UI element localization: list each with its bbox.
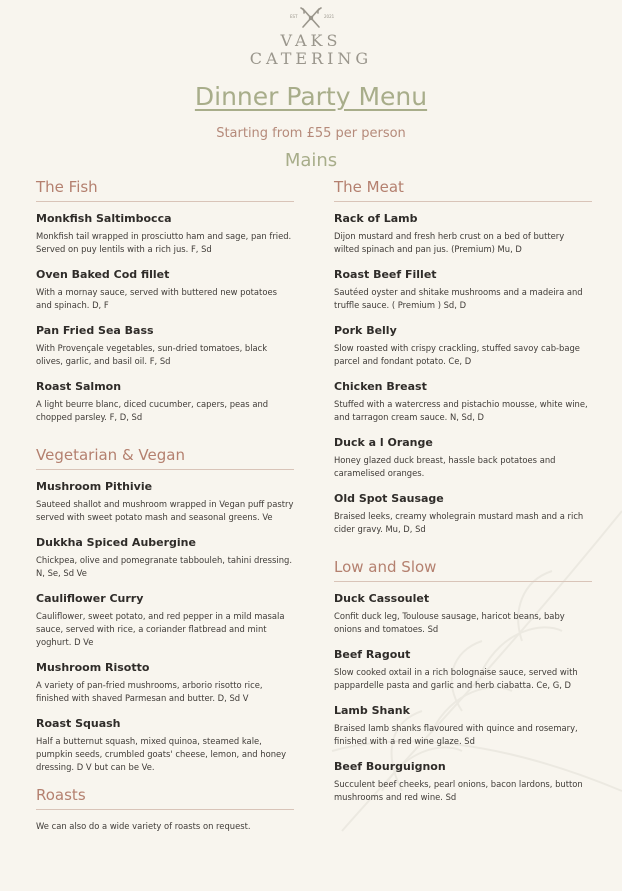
menu-item xyxy=(36,592,294,649)
menu-item-description: Half a butternut squash, mixed quinoa, steamed kale, pumpkin seeds, crumbled goats' cheese, lemon, and honey dressing. D V but can be Ve. xyxy=(36,736,287,772)
menu-item-description: Braised leeks, creamy wholegrain mustard mash and a rich cider gravy. Mu, D, Sd xyxy=(334,511,584,534)
menu-item-description: A variety of pan-fried mushrooms, arborio risotto rice, finished with shaved Parmesan and butter. D, Sd V xyxy=(36,680,263,703)
logo-text-vaks: VAKS xyxy=(280,31,342,50)
section-the-meat xyxy=(334,178,592,536)
menu-item-description: Succulent beef cheeks, pearl onions, bacon lardons, button mushrooms and red wine. Sd xyxy=(334,779,583,802)
menu-item xyxy=(36,717,294,774)
vaks-catering-logo xyxy=(0,6,622,68)
svg-text:2021: 2021 xyxy=(324,14,335,19)
price-subtitle: Starting from £55 per person xyxy=(216,126,406,141)
section-title: The Meat xyxy=(334,178,592,202)
menu-item-description: Slow roasted with crispy crackling, stuffed savoy cab-bage parcel and fondant potato. Ce, D xyxy=(334,343,580,366)
menu-item-name: Rack of Lamb xyxy=(334,212,418,225)
menu-item-name: Cauliflower Curry xyxy=(36,592,144,605)
menu-item xyxy=(36,324,294,368)
page-title: Dinner Party Menu xyxy=(194,82,428,111)
menu-item-description: Stuffed with a watercress and pistachio mousse, white wine, and tarragon cream sauce. N, Sd, D xyxy=(334,399,588,422)
menu-item-description: Honey glazed duck breast, hassle back potatoes and caramelised oranges. xyxy=(334,455,556,478)
section-roasts xyxy=(36,786,294,833)
menu-item-description: Sauteed shallot and mushroom wrapped in Vegan puff pastry served with sweet potato mash and seasonal greens. Ve xyxy=(36,499,294,522)
menu-item-name: Old Spot Sausage xyxy=(334,492,444,505)
menu-item xyxy=(334,324,592,368)
menu-item xyxy=(334,380,592,424)
menu-item-description: With Provençale vegetables, sun-dried tomatoes, black olives, garlic, and basil oil. F, Sd xyxy=(36,343,268,366)
menu-item xyxy=(36,380,294,424)
section-vegetarian-vegan xyxy=(36,446,294,774)
menu-item-description: Sautéed oyster and shitake mushrooms and a madeira and truffle sauce. ( Premium ) Sd, D xyxy=(334,287,583,310)
section-spacer xyxy=(334,548,592,558)
menu-item xyxy=(36,212,294,256)
menu-item-description: We can also do a wide variety of roasts on request. xyxy=(36,821,251,831)
menu-item-name: Oven Baked Cod fillet xyxy=(36,268,170,281)
menu-item xyxy=(334,492,592,536)
section-low-and-slow xyxy=(334,558,592,804)
menu-item-name: Roast Salmon xyxy=(36,380,122,393)
right-column xyxy=(334,178,592,816)
menu-item xyxy=(334,704,592,748)
svg-text:EST: EST xyxy=(290,14,298,19)
section-title: Roasts xyxy=(36,786,294,810)
menu-item-description: Monkfish tail wrapped in prosciutto ham and sage, pan fried. Served on puy lentils with a rich jus. F, Sd xyxy=(36,231,292,254)
menu-item xyxy=(36,480,294,524)
menu-item xyxy=(334,436,592,480)
menu-item-name: Mushroom Pithivie xyxy=(36,480,153,493)
menu-item xyxy=(334,592,592,636)
menu-item xyxy=(334,212,592,256)
menu-item-description: Confit duck leg, Toulouse sausage, haricot beans, baby onions and tomatoes. Sd xyxy=(334,611,565,634)
menu-item-name: Roast Squash xyxy=(36,717,121,730)
section-title: The Fish xyxy=(36,178,294,202)
mains-heading: Mains xyxy=(284,150,338,171)
menu-item-name: Chicken Breast xyxy=(334,380,427,393)
section-title: Low and Slow xyxy=(334,558,592,582)
menu-item xyxy=(36,268,294,312)
menu-item xyxy=(36,536,294,580)
menu-item-name: Beef Bourguignon xyxy=(334,760,446,773)
menu-item-name: Monkfish Saltimbocca xyxy=(36,212,172,225)
left-column xyxy=(36,178,294,845)
menu-item-name: Roast Beef Fillet xyxy=(334,268,437,281)
menu-item-name: Mushroom Risotto xyxy=(36,661,150,674)
menu-item-description: Braised lamb shanks flavoured with quince and rosemary, finished with a red wine glaze. Sd xyxy=(334,723,578,746)
menu-item-description: A light beurre blanc, diced cucumber, capers, peas and chopped parsley. F, D, Sd xyxy=(36,399,269,422)
section-title: Vegetarian & Vegan xyxy=(36,446,294,470)
menu-item-description: With a mornay sauce, served with buttered new potatoes and spinach. D, F xyxy=(36,287,277,310)
menu-item-name: Dukkha Spiced Aubergine xyxy=(36,536,196,549)
menu-item-description: Dijon mustard and fresh herb crust on a bed of buttery wilted spinach and pan jus. (Premium) Mu, D xyxy=(334,231,565,254)
logo-text-catering: CATERING xyxy=(249,49,373,68)
menu-item-name: Pork Belly xyxy=(334,324,397,337)
menu-item xyxy=(334,268,592,312)
section-spacer xyxy=(36,436,294,446)
menu-item-name: Duck Cassoulet xyxy=(334,592,430,605)
menu-item-name: Beef Ragout xyxy=(334,648,411,661)
menu-item xyxy=(36,820,294,833)
menu-item-description: Chickpea, olive and pomegranate tabbouleh, tahini dressing. N, Se, Sd Ve xyxy=(36,555,293,578)
menu-item xyxy=(36,661,294,705)
menu-item xyxy=(334,760,592,804)
menu-item-name: Lamb Shank xyxy=(334,704,410,717)
menu-item-description: Cauliflower, sweet potato, and red pepper in a mild masala sauce, served with rice, a coriander flatbread and mint yoghurt. D Ve xyxy=(36,611,285,647)
menu-item-name: Duck a l Orange xyxy=(334,436,433,449)
menu-item-name: Pan Fried Sea Bass xyxy=(36,324,154,337)
menu-item-description: Slow cooked oxtail in a rich bolognaise sauce, served with pappardelle pasta and garlic and herb ciabatta. Ce, G, D xyxy=(334,667,578,690)
crossed-utensils-icon xyxy=(281,6,341,30)
menu-item xyxy=(334,648,592,692)
section-the-fish xyxy=(36,178,294,424)
